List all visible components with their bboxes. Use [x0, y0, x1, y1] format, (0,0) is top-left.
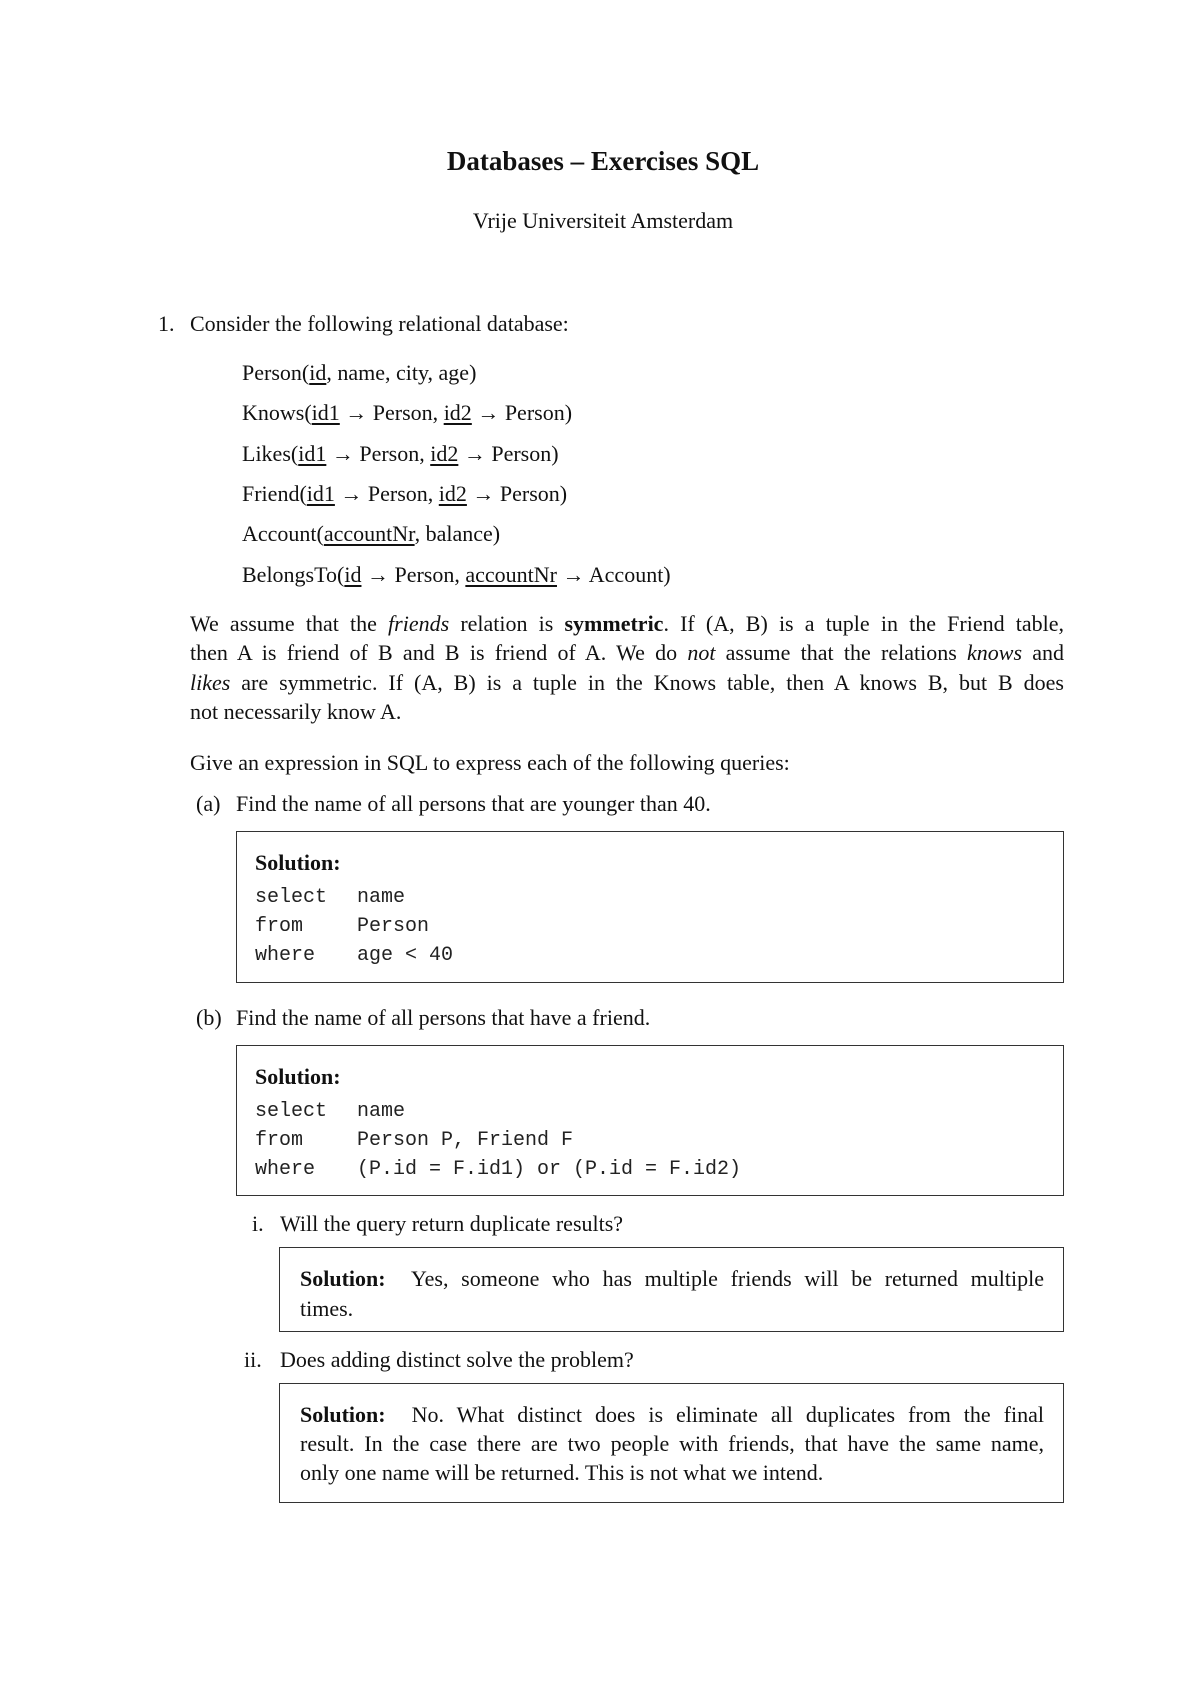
key-attribute: accountNr [465, 562, 557, 587]
emphasis-text: not [687, 640, 716, 665]
answer-text: No. What distinct does is eliminate all duplicates from the final [411, 1402, 1044, 1427]
key-attribute: id1 [311, 400, 340, 425]
schema-friend [242, 483, 567, 505]
sql-clause: name [357, 886, 406, 909]
page-subtitle: Vrije Universiteit Amsterdam [472, 208, 734, 233]
schema-account [242, 523, 500, 545]
key-attribute: id2 [430, 441, 459, 466]
schema-likes [242, 443, 559, 465]
answer-text: Yes, someone who has multiple friends will be returned multiple [410, 1266, 1044, 1291]
solution-box-b [236, 1045, 1064, 1196]
subpart-i-label: i. [252, 1211, 264, 1236]
sql-keyword: where [255, 1158, 316, 1181]
emphasis-text: friends [388, 611, 450, 636]
text-segment: then A is friend of B and B is friend of A. We do [190, 640, 688, 665]
answer-line: times. [300, 1296, 354, 1321]
key-attribute: id1 [298, 441, 327, 466]
text-segment: Knows( [242, 400, 312, 425]
text-segment: → Person) [458, 441, 559, 466]
sql-keyword: where [255, 944, 316, 967]
text-segment: relation is [449, 611, 565, 636]
page-title: Databases – Exercises SQL [446, 146, 760, 176]
text-segment: → Person) [466, 481, 568, 506]
solution-box-a [236, 831, 1064, 983]
subpart-ii-text: Does adding distinct solve the problem? [280, 1347, 634, 1372]
text-segment: → Account) [556, 562, 671, 587]
solution-box-i [279, 1247, 1064, 1332]
text-segment: . If (A, B) is a tuple in the Friend table, [663, 611, 1064, 636]
answer-line [300, 1268, 1044, 1290]
code-line [255, 917, 429, 937]
paragraph-line [190, 701, 401, 723]
code-line [255, 888, 405, 908]
solution-label: Solution: [300, 1402, 386, 1427]
text-segment: → Person, [326, 441, 431, 466]
part-a-text: Find the name of all persons that are younger than 40. [236, 791, 711, 816]
part-b-label: (b) [196, 1005, 222, 1030]
subpart-ii-label: ii. [244, 1347, 262, 1372]
text-segment: BelongsTo( [242, 562, 345, 587]
sql-clause: age < 40 [357, 944, 454, 967]
sql-clause: name [357, 1100, 406, 1123]
text-segment: We assume that the [190, 611, 389, 636]
bold-text: symmetric [564, 611, 664, 636]
text-segment: → Person, [334, 481, 439, 506]
instruction: Give an expression in SQL to express each of the following queries: [190, 750, 790, 775]
sql-keyword: select [255, 886, 328, 909]
text-segment: are symmetric. If (A, B) is a tuple in the Knows table, then A knows B, but B does [230, 670, 1064, 695]
text-segment: not necessarily know A. [190, 699, 402, 724]
paragraph-line [190, 672, 1064, 694]
key-attribute: id2 [438, 481, 467, 506]
paragraph-line [190, 642, 1064, 664]
key-attribute: id1 [306, 481, 335, 506]
sql-keyword: from [255, 1129, 304, 1152]
code-line [255, 1160, 741, 1180]
code-line [255, 1102, 405, 1122]
subpart-i-text: Will the query return duplicate results? [280, 1211, 624, 1236]
text-segment: and [1022, 640, 1064, 665]
solution-label: Solution: [255, 850, 341, 875]
part-b-text: Find the name of all persons that have a friend. [236, 1005, 651, 1030]
code-line [255, 1131, 573, 1151]
text-segment: → Person, [339, 400, 444, 425]
code-line [255, 946, 453, 966]
answer-line [300, 1404, 1044, 1426]
key-attribute: id [309, 360, 327, 385]
part-a-label: (a) [196, 791, 221, 816]
sql-keyword: from [255, 915, 304, 938]
text-segment: → Person) [471, 400, 573, 425]
key-attribute: accountNr [323, 521, 415, 546]
key-attribute: id [344, 562, 362, 587]
key-attribute: id2 [443, 400, 472, 425]
schema-belongsto [242, 564, 671, 586]
schema-person [242, 362, 476, 384]
text-segment: , name, city, age) [326, 360, 477, 385]
solution-label: Solution: [255, 1064, 341, 1089]
text-segment: assume that the relations [715, 640, 967, 665]
emphasis-text: likes [190, 670, 231, 695]
text-segment: Person( [242, 360, 310, 385]
sql-clause: Person [357, 915, 430, 938]
text-segment: Friend( [242, 481, 307, 506]
solution-box-ii [279, 1383, 1064, 1503]
solution-label: Solution: [300, 1266, 386, 1291]
text-segment: Account( [242, 521, 324, 546]
text-segment: → Person, [361, 562, 466, 587]
emphasis-text: knows [967, 640, 1022, 665]
text-segment: , balance) [414, 521, 501, 546]
answer-line: result. In the case there are two people with friends, that have the same name, [300, 1431, 1044, 1456]
text-segment: Likes( [242, 441, 299, 466]
question-intro: Consider the following relational database: [190, 311, 569, 336]
sql-keyword: select [255, 1100, 328, 1123]
schema-knows [242, 402, 572, 424]
sql-clause: (P.id = F.id1) or (P.id = F.id2) [357, 1158, 742, 1181]
sql-clause: Person P, Friend F [357, 1129, 574, 1152]
paragraph-line [190, 613, 1064, 635]
answer-line: only one name will be returned. This is not what we intend. [300, 1460, 824, 1485]
question-number: 1. [158, 311, 175, 336]
